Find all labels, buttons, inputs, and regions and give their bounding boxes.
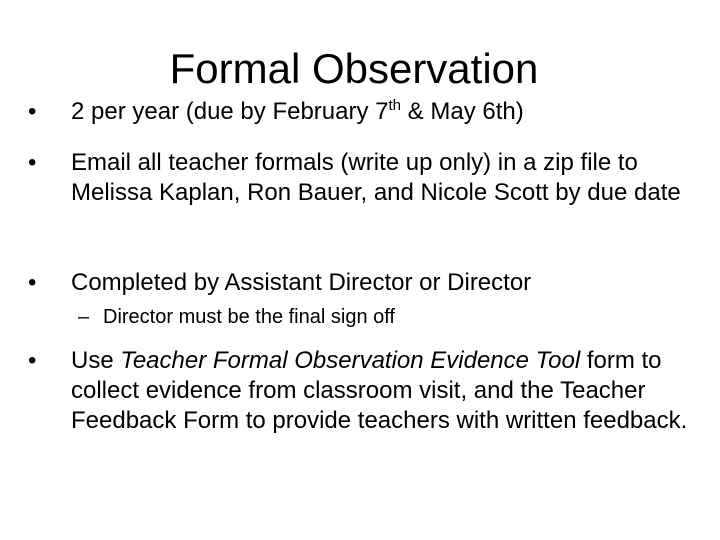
- bullet-text-part: form to collect evidence from classroom visit, and the Teacher Feedback Form to provide teachers with written feedback.: [71, 347, 688, 434]
- bullet-text: [71, 97, 688, 127]
- bullet-marker: •: [28, 149, 37, 176]
- bullet-marker: •: [28, 98, 37, 125]
- sub-bullet-text: Director must be the final sign off: [103, 306, 395, 328]
- sub-bullet-marker: –: [78, 306, 90, 328]
- bullet-text-part: Use: [71, 347, 121, 374]
- bullet-text: Completed by Assistant Director or Director: [71, 269, 532, 296]
- form-name-italic: Teacher Formal Observation Evidence Tool: [120, 347, 581, 374]
- superscript-ordinal: th: [388, 97, 402, 114]
- bullet-item-due-dates: [28, 97, 688, 127]
- bullet-text-part: 2 per year (due by February 7: [71, 98, 389, 125]
- slide-title: Formal Observation: [169, 45, 539, 92]
- bullet-item-email-formals: [28, 148, 688, 208]
- bullet-text-part: & May 6th): [401, 98, 524, 125]
- bullet-text: Email all teacher formals (write up only) in a zip file to Melissa Kaplan, Ron Bauer, and Nicole Scott by due date: [71, 149, 681, 206]
- bullet-item-completed-by: [28, 268, 688, 298]
- bullet-text: [71, 346, 688, 436]
- bullet-item-use-forms: [28, 346, 688, 436]
- bullet-marker: •: [28, 269, 37, 296]
- sub-bullet-item-final-sign-off: [78, 304, 678, 330]
- bullet-marker: •: [28, 347, 37, 374]
